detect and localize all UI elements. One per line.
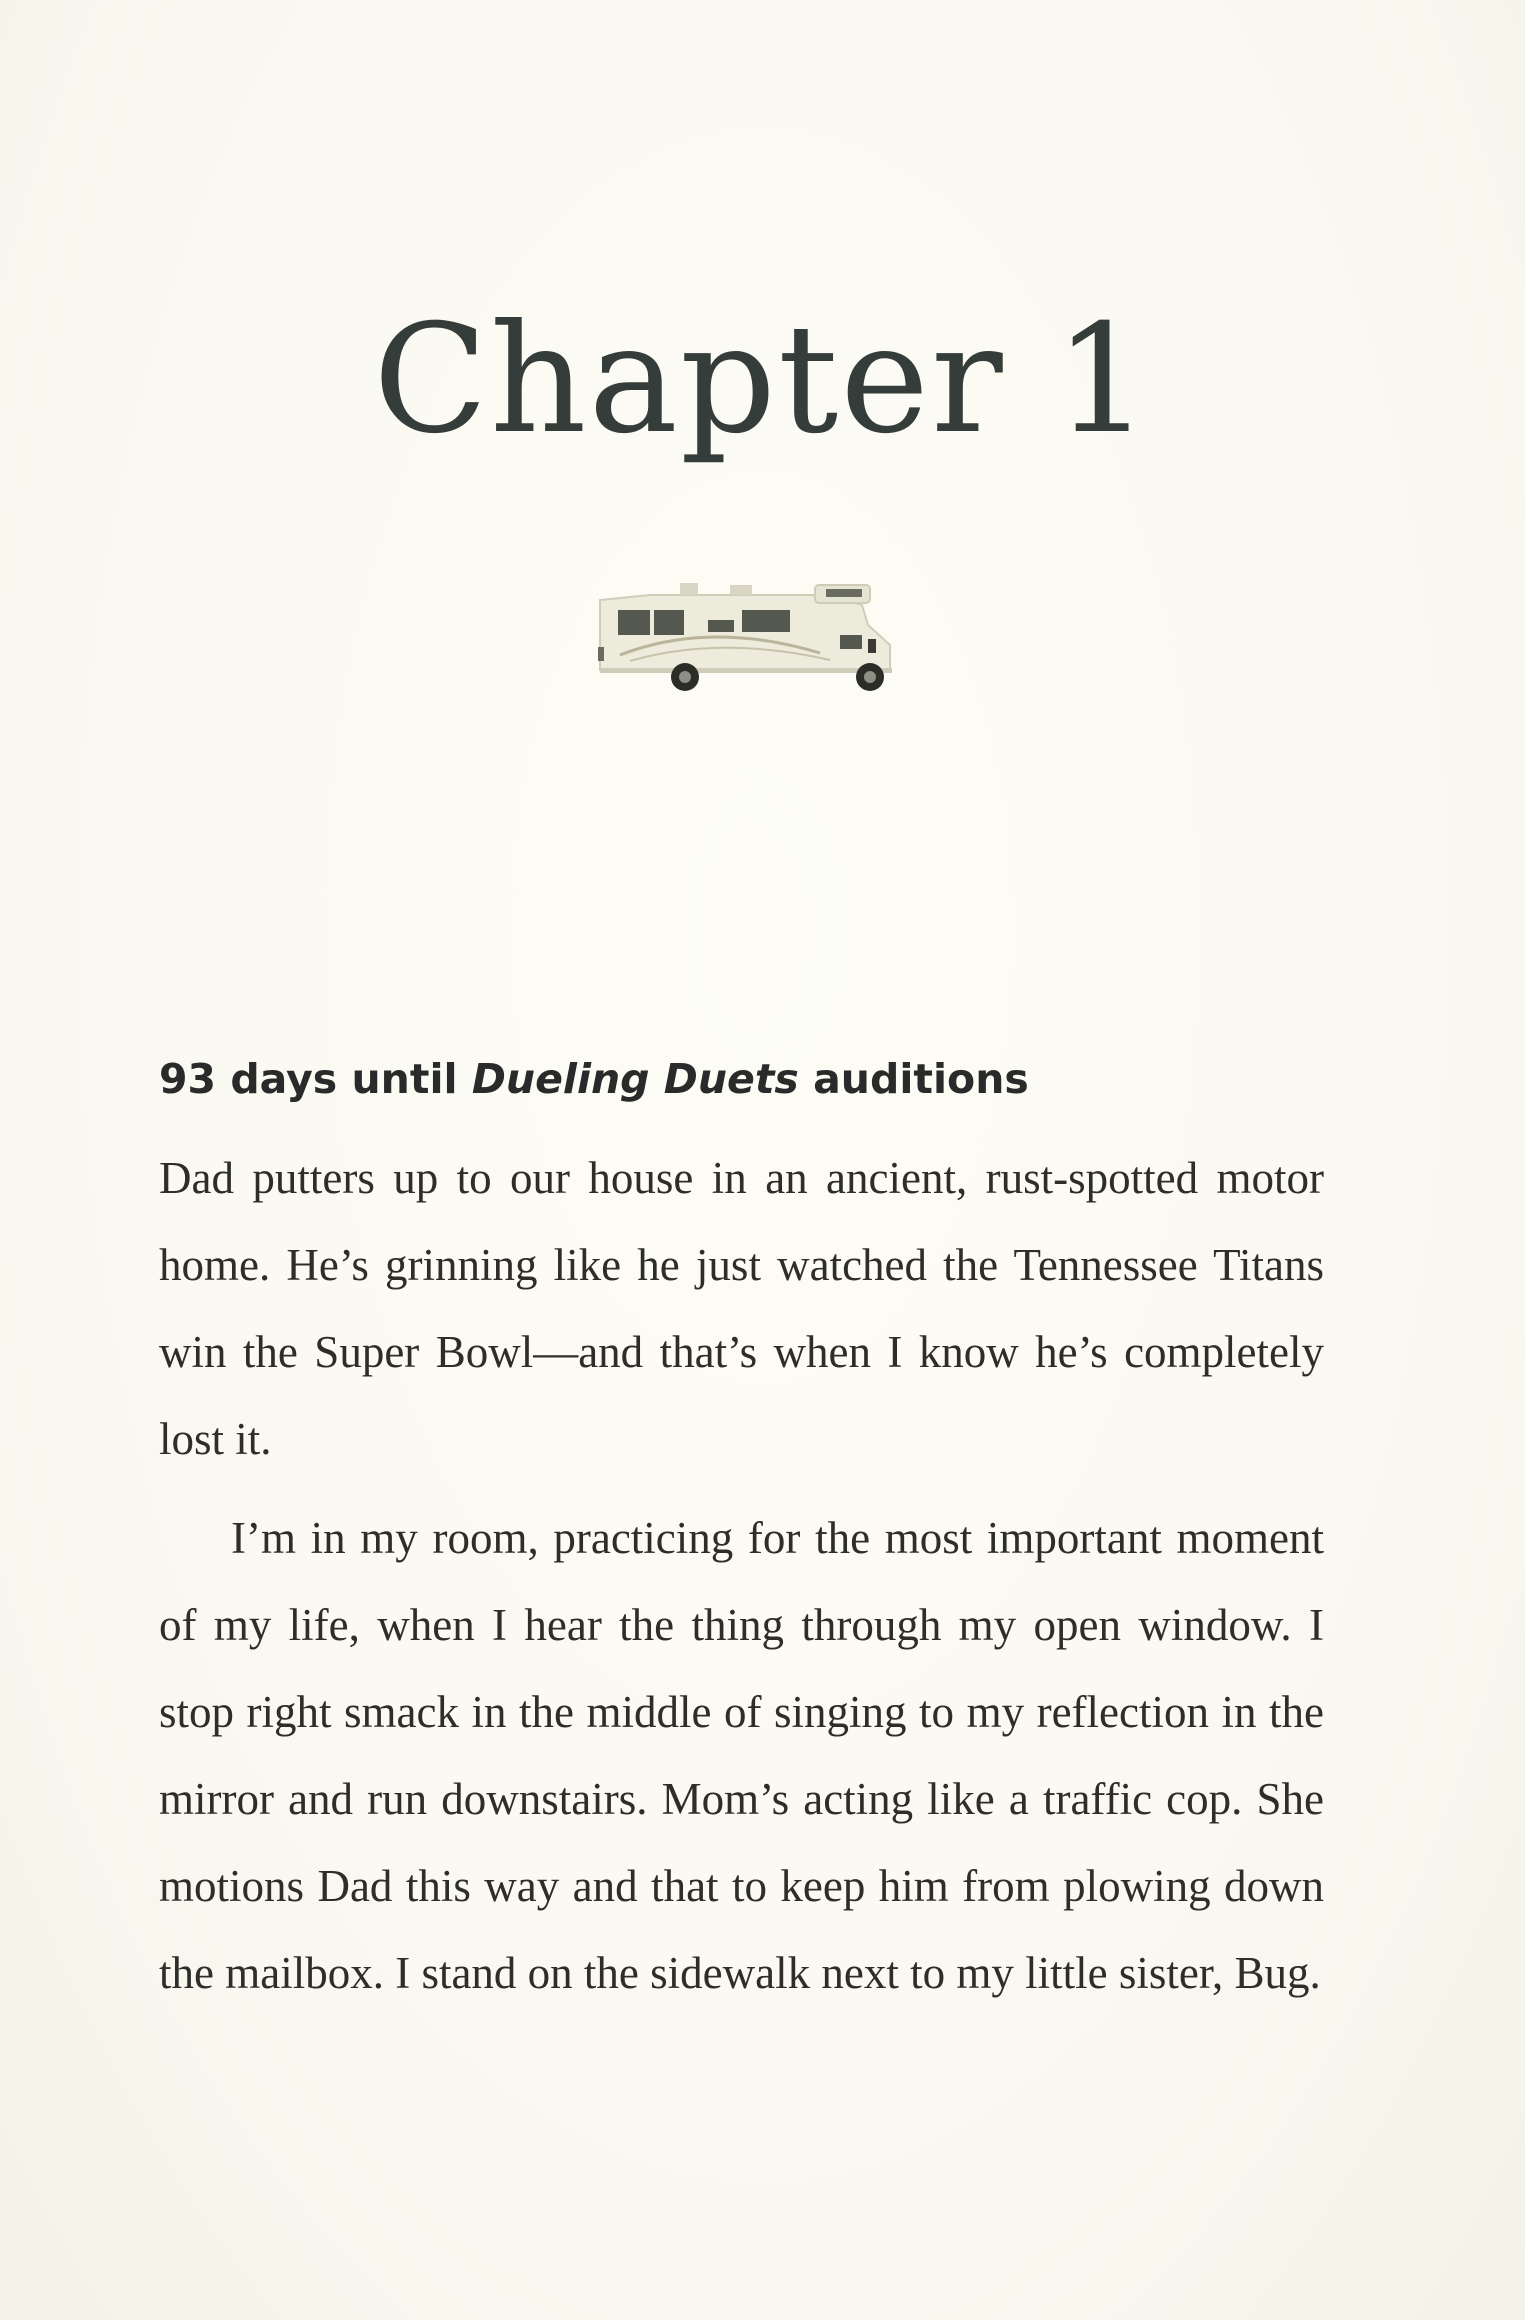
paragraph-2: I’m in my room, practicing for the most important moment of my life, when I hear the thing through my open window. I stop right smack in the middle of singing to my reflection in the mirror and run downstairs. Mom’s acting like a traffic cop. She motions Dad this way and that to keep him from plowing down the mailbox. I stand on the sidewalk next to my little sister, Bug. [159,1513,1324,1998]
paragraph-1: Dad putters up to our house in an ancient, rust-spotted motor home. He’s grinning like he just watched the Tennessee Titans win the Super Bowl—and that’s when I know he’s completely lost it. [159,1153,1324,1464]
countdown-heading [159,1055,1029,1103]
countdown-suffix: auditions [798,1055,1029,1103]
rv-motorhome-icon [590,565,920,705]
chapter-body [159,1135,1324,2017]
countdown-prefix: 93 days until [159,1055,472,1103]
chapter-title: Chapter 1 [373,293,1152,467]
show-name: Dueling Duets [471,1055,799,1103]
